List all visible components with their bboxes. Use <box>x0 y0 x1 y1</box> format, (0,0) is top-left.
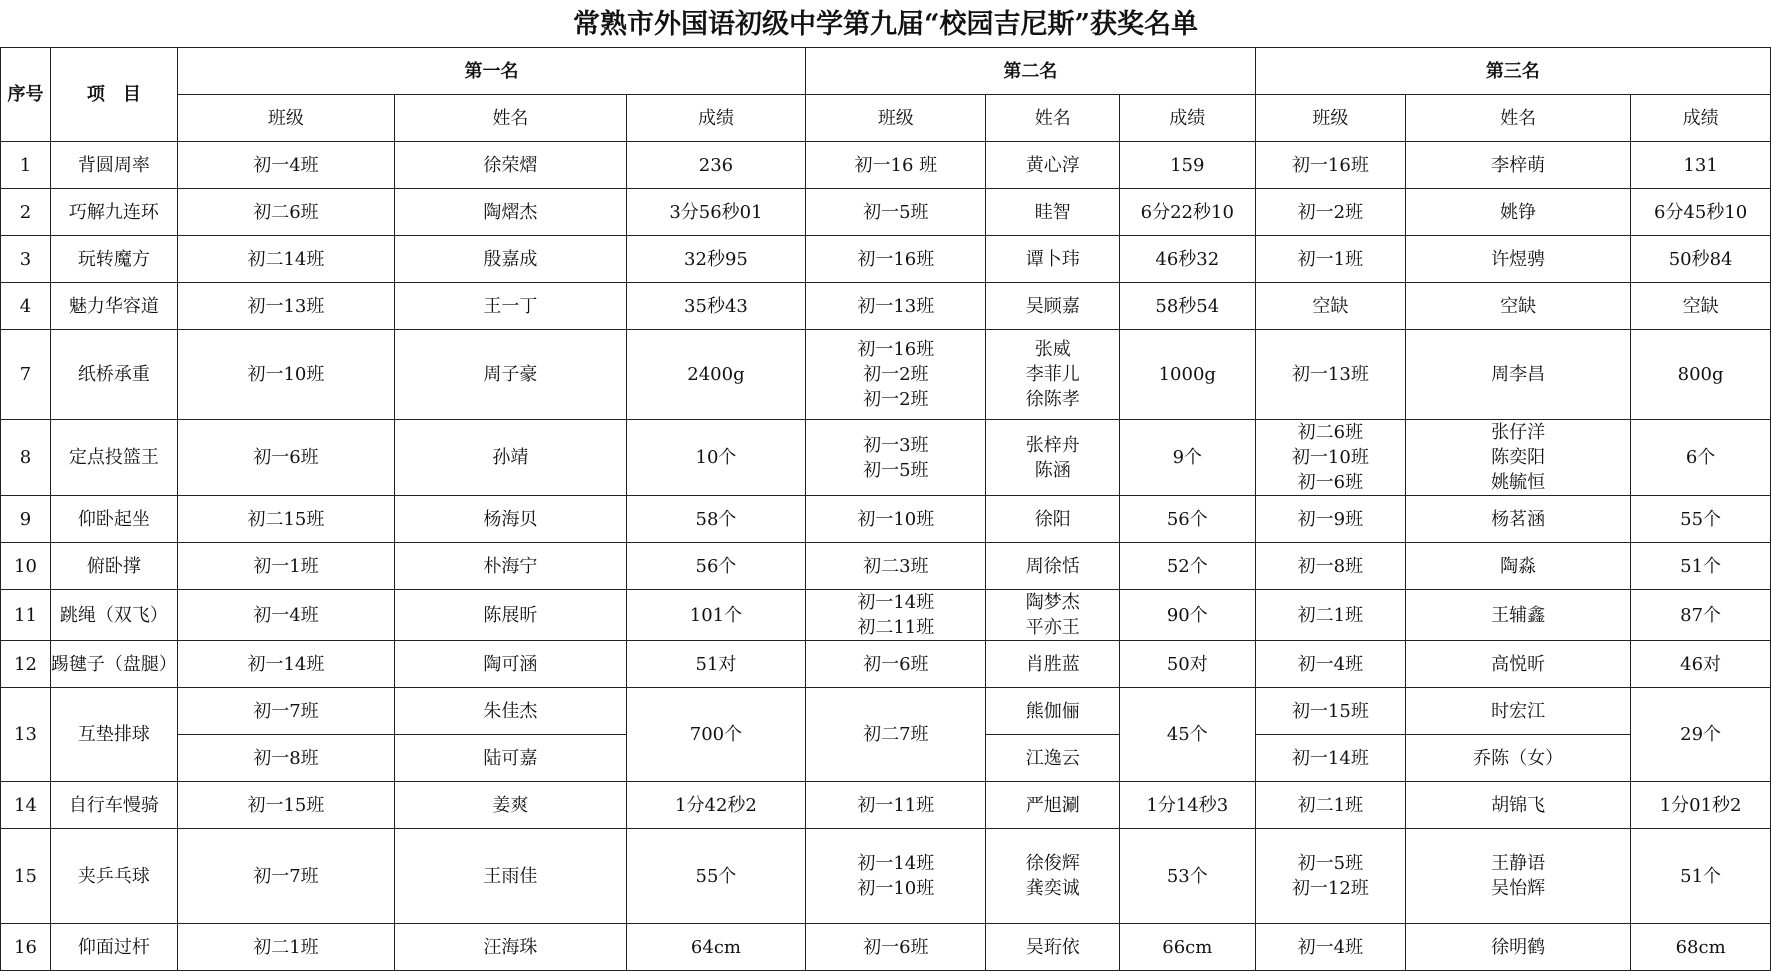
first-name-cell: 孙靖 <box>394 420 626 496</box>
second-class-cell <box>806 829 986 924</box>
third-class-cell: 初二1班 <box>1255 590 1406 641</box>
second-class-cell-line: 初二11班 <box>857 617 935 638</box>
third-name-cell: 徐明鹤 <box>1406 924 1631 971</box>
first-class-cell: 初一15班 <box>177 782 394 829</box>
project-cell: 夹乒乓球 <box>50 829 177 924</box>
first-score-cell: 2400g <box>626 330 805 420</box>
second-class-cell: 初一16 班 <box>806 142 986 189</box>
first-name-cell: 陆可嘉 <box>394 735 626 782</box>
third-score-cell: 55个 <box>1631 496 1771 543</box>
first-class-cell: 初一1班 <box>177 543 394 590</box>
third-name-cell-line: 吴怡辉 <box>1491 878 1546 899</box>
header-name: 姓名 <box>394 95 626 142</box>
third-class-cell-line: 初一6班 <box>1297 472 1364 493</box>
first-class-cell: 初一14班 <box>177 641 394 688</box>
header-first-place: 第一名 <box>177 48 805 95</box>
second-score-cell: 46秒32 <box>1119 236 1255 283</box>
award-table <box>0 47 1771 971</box>
third-class-cell: 初一1班 <box>1255 236 1406 283</box>
second-score-cell: 52个 <box>1119 543 1255 590</box>
seq-cell: 8 <box>1 420 51 496</box>
first-name-cell: 姜爽 <box>394 782 626 829</box>
second-class-cell: 初二3班 <box>806 543 986 590</box>
first-score-cell: 55个 <box>626 829 805 924</box>
third-class-cell: 初一2班 <box>1255 189 1406 236</box>
second-name-cell: 周徐恬 <box>986 543 1119 590</box>
table-row <box>1 189 1771 236</box>
second-name-cell: 黄心淳 <box>986 142 1119 189</box>
second-class-cell-line: 初一5班 <box>863 459 929 481</box>
seq-cell: 9 <box>1 496 51 543</box>
first-name-cell: 陶熠杰 <box>394 189 626 236</box>
second-class-cell: 初一10班 <box>806 496 986 543</box>
table-row <box>1 420 1771 496</box>
second-name-cell: 徐阳 <box>986 496 1119 543</box>
seq-cell: 10 <box>1 543 51 590</box>
seq-cell: 13 <box>1 688 51 782</box>
first-class-cell: 初一6班 <box>177 420 394 496</box>
header-class: 班级 <box>177 95 394 142</box>
second-class-cell-line: 初一2班 <box>863 389 929 410</box>
first-class-cell: 初一4班 <box>177 142 394 189</box>
second-class-cell-line: 初一14班 <box>857 592 935 613</box>
third-name-cell: 高悦昕 <box>1406 641 1631 688</box>
table-row <box>1 142 1771 189</box>
second-name-cell: 吴珩依 <box>986 924 1119 971</box>
third-class-cell: 初一13班 <box>1255 330 1406 420</box>
second-class-cell-line: 初一2班 <box>863 364 929 385</box>
second-name-cell: 严旭涮 <box>986 782 1119 829</box>
header-name: 姓名 <box>1406 95 1631 142</box>
second-class-cell <box>806 590 986 641</box>
first-score-cell: 101个 <box>626 590 805 641</box>
first-score-cell: 3分56秒01 <box>626 189 805 236</box>
page-title: 常熟市外国语初级中学第九届“校园吉尼斯”获奖名单 <box>572 9 1199 40</box>
first-name-cell: 王一丁 <box>394 283 626 330</box>
project-cell: 跳绳（双飞） <box>50 590 177 641</box>
seq-cell: 7 <box>1 330 51 420</box>
third-class-cell: 初一16班 <box>1255 142 1406 189</box>
third-name-cell-line: 姚毓恒 <box>1491 472 1546 493</box>
second-class-cell <box>806 330 986 420</box>
second-score-cell: 66cm <box>1119 924 1255 971</box>
second-score-cell: 56个 <box>1119 496 1255 543</box>
second-name-cell: 吴顾嘉 <box>986 283 1119 330</box>
second-class-cell: 初一5班 <box>806 189 986 236</box>
third-class-cell-line: 初一5班 <box>1297 853 1364 874</box>
project-cell: 仰卧起坐 <box>50 496 177 543</box>
third-class-cell: 空缺 <box>1255 283 1406 330</box>
first-score-cell: 58个 <box>626 496 805 543</box>
second-score-cell: 50对 <box>1119 641 1255 688</box>
second-name-cell-line: 徐俊辉 <box>1025 853 1080 874</box>
second-name-cell <box>986 330 1119 420</box>
project-cell: 仰面过杆 <box>50 924 177 971</box>
third-name-cell: 杨茗涵 <box>1406 496 1631 543</box>
seq-cell: 2 <box>1 189 51 236</box>
table-row <box>1 590 1771 641</box>
third-class-cell-line: 初二6班 <box>1297 422 1364 443</box>
third-name-cell-line: 陈奕阳 <box>1491 447 1546 468</box>
first-score-cell: 236 <box>626 142 805 189</box>
first-score-cell: 32秒95 <box>626 236 805 283</box>
first-class-cell: 初二15班 <box>177 496 394 543</box>
third-name-cell-line: 王静语 <box>1491 853 1546 874</box>
first-name-cell: 陶可涵 <box>394 641 626 688</box>
third-score-cell: 46对 <box>1631 641 1771 688</box>
first-class-cell: 初二6班 <box>177 189 394 236</box>
second-name-cell: 肖胜蓝 <box>986 641 1119 688</box>
first-name-cell: 朴海宁 <box>394 543 626 590</box>
first-class-cell: 初一8班 <box>177 735 394 782</box>
header-project: 项 目 <box>50 48 177 142</box>
first-name-cell: 陈展昕 <box>394 590 626 641</box>
header-seq: 序号 <box>1 48 51 142</box>
third-name-cell: 王辅鑫 <box>1406 590 1631 641</box>
project-cell: 踢毽子（盘腿） <box>50 641 177 688</box>
project-cell: 玩转魔方 <box>50 236 177 283</box>
third-class-cell: 初一15班 <box>1255 688 1406 735</box>
header-name: 姓名 <box>986 95 1119 142</box>
table-row <box>1 543 1771 590</box>
project-cell: 互垫排球 <box>50 688 177 782</box>
third-class-cell: 初一14班 <box>1255 735 1406 782</box>
table-body <box>1 48 1771 971</box>
first-score-cell: 10个 <box>626 420 805 496</box>
second-name-cell: 谭卜玮 <box>986 236 1119 283</box>
project-cell: 俯卧撑 <box>50 543 177 590</box>
first-score-cell: 1分42秒2 <box>626 782 805 829</box>
second-class-cell <box>806 420 986 496</box>
second-name-cell <box>986 590 1119 641</box>
third-score-cell: 51个 <box>1631 543 1771 590</box>
third-name-cell <box>1406 829 1631 924</box>
seq-cell: 16 <box>1 924 51 971</box>
seq-cell: 4 <box>1 283 51 330</box>
table-row <box>1 283 1771 330</box>
second-score-cell: 1分14秒3 <box>1119 782 1255 829</box>
third-score-cell: 800g <box>1631 330 1771 420</box>
header-class: 班级 <box>1255 95 1406 142</box>
seq-cell: 1 <box>1 142 51 189</box>
first-name-cell: 王雨佳 <box>394 829 626 924</box>
second-score-cell: 6分22秒10 <box>1119 189 1255 236</box>
first-name-cell: 周子豪 <box>394 330 626 420</box>
third-score-cell: 1分01秒2 <box>1631 782 1771 829</box>
project-cell: 纸桥承重 <box>50 330 177 420</box>
second-name-cell-line: 张梓舟 <box>1025 434 1080 456</box>
seq-cell: 14 <box>1 782 51 829</box>
project-cell: 背圆周率 <box>50 142 177 189</box>
third-class-cell: 初一8班 <box>1255 543 1406 590</box>
third-class-cell: 初一9班 <box>1255 496 1406 543</box>
seq-cell: 11 <box>1 590 51 641</box>
third-score-cell: 空缺 <box>1631 283 1771 330</box>
second-class-cell-line: 初一10班 <box>857 878 935 899</box>
first-class-cell: 初二14班 <box>177 236 394 283</box>
third-score-cell: 6个 <box>1631 420 1771 496</box>
seq-cell: 3 <box>1 236 51 283</box>
third-score-cell: 131 <box>1631 142 1771 189</box>
second-name-cell-line: 龚奕诚 <box>1025 878 1080 899</box>
first-class-cell: 初一13班 <box>177 283 394 330</box>
third-score-cell: 68cm <box>1631 924 1771 971</box>
header-third-place: 第三名 <box>1255 48 1770 95</box>
first-score-cell: 700个 <box>626 688 805 782</box>
second-score-cell: 90个 <box>1119 590 1255 641</box>
seq-cell: 12 <box>1 641 51 688</box>
table-row <box>1 782 1771 829</box>
second-score-cell: 1000g <box>1119 330 1255 420</box>
project-cell: 自行车慢骑 <box>50 782 177 829</box>
header-score: 成绩 <box>1631 95 1771 142</box>
first-score-cell: 64cm <box>626 924 805 971</box>
first-name-cell: 杨海贝 <box>394 496 626 543</box>
second-name-cell: 眭智 <box>986 189 1119 236</box>
second-class-cell: 初一13班 <box>806 283 986 330</box>
table-row <box>1 829 1771 924</box>
third-name-cell: 姚铮 <box>1406 189 1631 236</box>
third-score-cell: 6分45秒10 <box>1631 189 1771 236</box>
second-score-cell: 58秒54 <box>1119 283 1255 330</box>
project-cell: 魅力华容道 <box>50 283 177 330</box>
third-score-cell: 50秒84 <box>1631 236 1771 283</box>
first-class-cell: 初一7班 <box>177 688 394 735</box>
first-class-cell: 初一10班 <box>177 330 394 420</box>
second-class-cell-line: 初一16班 <box>857 339 935 360</box>
first-score-cell: 35秒43 <box>626 283 805 330</box>
header-score: 成绩 <box>1119 95 1255 142</box>
second-class-cell: 初二7班 <box>806 688 986 782</box>
first-name-cell: 徐荣熠 <box>394 142 626 189</box>
second-class-cell: 初一11班 <box>806 782 986 829</box>
second-name-cell <box>986 829 1119 924</box>
third-score-cell: 29个 <box>1631 688 1771 782</box>
third-name-cell: 空缺 <box>1406 283 1631 330</box>
second-class-cell: 初一16班 <box>806 236 986 283</box>
third-class-cell: 初一4班 <box>1255 924 1406 971</box>
table-row <box>1 330 1771 420</box>
second-name-cell-line: 陈涵 <box>1034 459 1071 481</box>
table-row <box>1 641 1771 688</box>
project-cell: 巧解九连环 <box>50 189 177 236</box>
second-name-cell: 熊伽俪 <box>986 688 1119 735</box>
second-name-cell-line: 陶梦杰 <box>1025 592 1080 613</box>
first-name-cell: 汪海珠 <box>394 924 626 971</box>
second-class-cell-line: 初一14班 <box>857 853 935 874</box>
second-score-cell: 9个 <box>1119 420 1255 496</box>
second-name-cell-line: 平亦王 <box>1025 617 1080 638</box>
header-score: 成绩 <box>626 95 805 142</box>
second-score-cell: 53个 <box>1119 829 1255 924</box>
third-name-cell: 周李昌 <box>1406 330 1631 420</box>
second-class-cell: 初一6班 <box>806 641 986 688</box>
second-name-cell: 江逸云 <box>986 735 1119 782</box>
third-class-cell <box>1255 420 1406 496</box>
third-name-cell: 时宏江 <box>1406 688 1631 735</box>
third-class-cell: 初一4班 <box>1255 641 1406 688</box>
third-class-cell: 初二1班 <box>1255 782 1406 829</box>
third-name-cell-line: 张仔洋 <box>1491 422 1546 443</box>
third-name-cell <box>1406 420 1631 496</box>
first-class-cell: 初一4班 <box>177 590 394 641</box>
first-class-cell: 初二1班 <box>177 924 394 971</box>
second-name-cell <box>986 420 1119 496</box>
third-name-cell: 胡锦飞 <box>1406 782 1631 829</box>
second-score-cell: 159 <box>1119 142 1255 189</box>
second-score-cell: 45个 <box>1119 688 1255 782</box>
table-row <box>1 496 1771 543</box>
third-name-cell: 乔陈（女） <box>1406 735 1631 782</box>
header-second-place: 第二名 <box>806 48 1255 95</box>
third-name-cell: 李梓萌 <box>1406 142 1631 189</box>
third-class-cell-line: 初一12班 <box>1291 878 1369 899</box>
first-class-cell: 初一7班 <box>177 829 394 924</box>
seq-cell: 15 <box>1 829 51 924</box>
third-score-cell: 87个 <box>1631 590 1771 641</box>
second-name-cell-line: 李菲儿 <box>1025 364 1080 385</box>
project-cell: 定点投篮王 <box>50 420 177 496</box>
table-row <box>1 924 1771 971</box>
first-score-cell: 56个 <box>626 543 805 590</box>
third-class-cell <box>1255 829 1406 924</box>
first-name-cell: 殷嘉成 <box>394 236 626 283</box>
third-class-cell-line: 初一10班 <box>1291 447 1369 468</box>
second-class-cell: 初一6班 <box>806 924 986 971</box>
header-class: 班级 <box>806 95 986 142</box>
third-name-cell: 陶淼 <box>1406 543 1631 590</box>
first-score-cell: 51对 <box>626 641 805 688</box>
table-row <box>1 236 1771 283</box>
second-name-cell-line: 张威 <box>1034 339 1071 360</box>
third-name-cell: 许煜骋 <box>1406 236 1631 283</box>
second-name-cell-line: 徐陈孝 <box>1025 389 1080 410</box>
first-name-cell: 朱佳杰 <box>394 688 626 735</box>
table-row <box>1 688 1771 735</box>
second-class-cell-line: 初一3班 <box>863 434 929 456</box>
third-score-cell: 51个 <box>1631 829 1771 924</box>
